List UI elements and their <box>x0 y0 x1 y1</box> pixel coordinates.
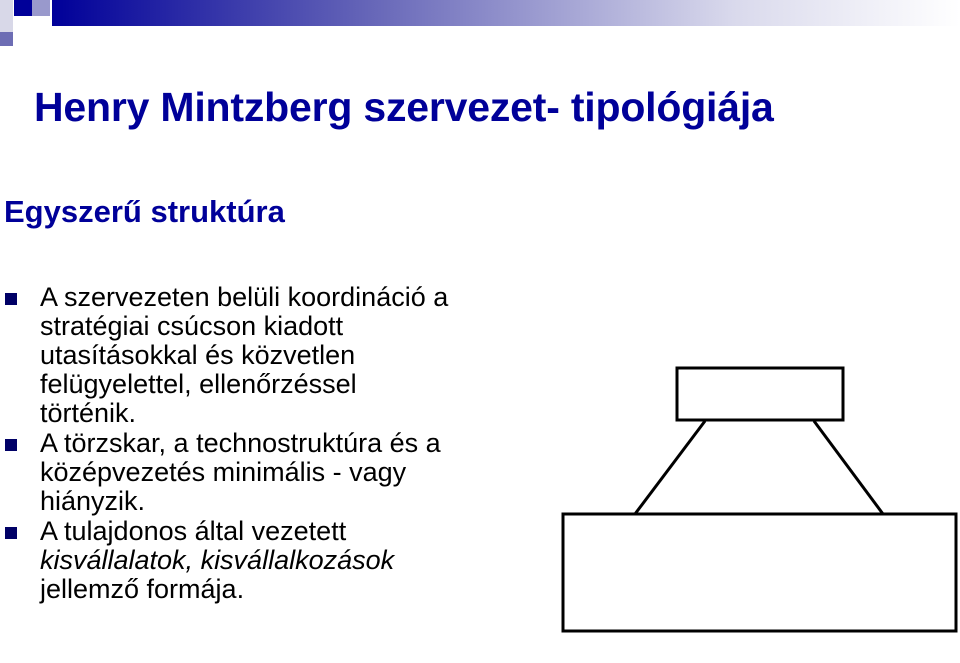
bullet-line-italic: kisvállalatok, kisvállalkozások <box>40 545 395 575</box>
square-bullet-icon <box>5 293 17 305</box>
gradient-bar <box>52 0 960 26</box>
right-connector-line <box>814 421 883 514</box>
bullet-line: hiányzik. <box>40 486 146 516</box>
header-square-light <box>32 0 50 16</box>
bullet-line: A tulajdonos által vezetett <box>40 516 347 546</box>
bullet-list <box>0 283 570 605</box>
page-title: Henry Mintzberg szervezet- tipológiája <box>34 84 774 130</box>
header-left-accent <box>0 32 13 46</box>
bullet-text-small-business <box>40 517 570 604</box>
bullet-item-small-business <box>0 517 570 604</box>
operating-core-box <box>563 514 956 631</box>
header-square-dark <box>14 0 32 16</box>
bullet-line: stratégiai csúcson kiadott <box>40 311 344 341</box>
bullet-text-coordination <box>40 283 570 428</box>
strategic-apex-box <box>677 368 843 420</box>
bullet-text-staff <box>40 429 570 516</box>
bullet-line: felügyelettel, ellenőrzéssel <box>40 369 357 399</box>
section-subtitle: Egyszerű struktúra <box>4 194 285 229</box>
bullet-line: utasításokkal és közvetlen <box>40 340 356 370</box>
bullet-item-coordination <box>0 283 570 428</box>
square-bullet-icon <box>5 439 17 451</box>
bullet-line: A szervezeten belüli koordináció a <box>40 282 449 312</box>
bullet-line: történik. <box>40 398 137 428</box>
slide-header-band <box>0 0 960 48</box>
bullet-line: A törzskar, a technostruktúra és a <box>40 428 441 458</box>
bullet-line: jellemző formája. <box>40 574 245 604</box>
bullet-item-staff <box>0 429 570 516</box>
left-connector-line <box>635 421 705 514</box>
header-left-strip <box>0 0 13 32</box>
bullet-line: középvezetés minimális - vagy <box>40 457 407 487</box>
square-bullet-icon <box>5 527 17 539</box>
